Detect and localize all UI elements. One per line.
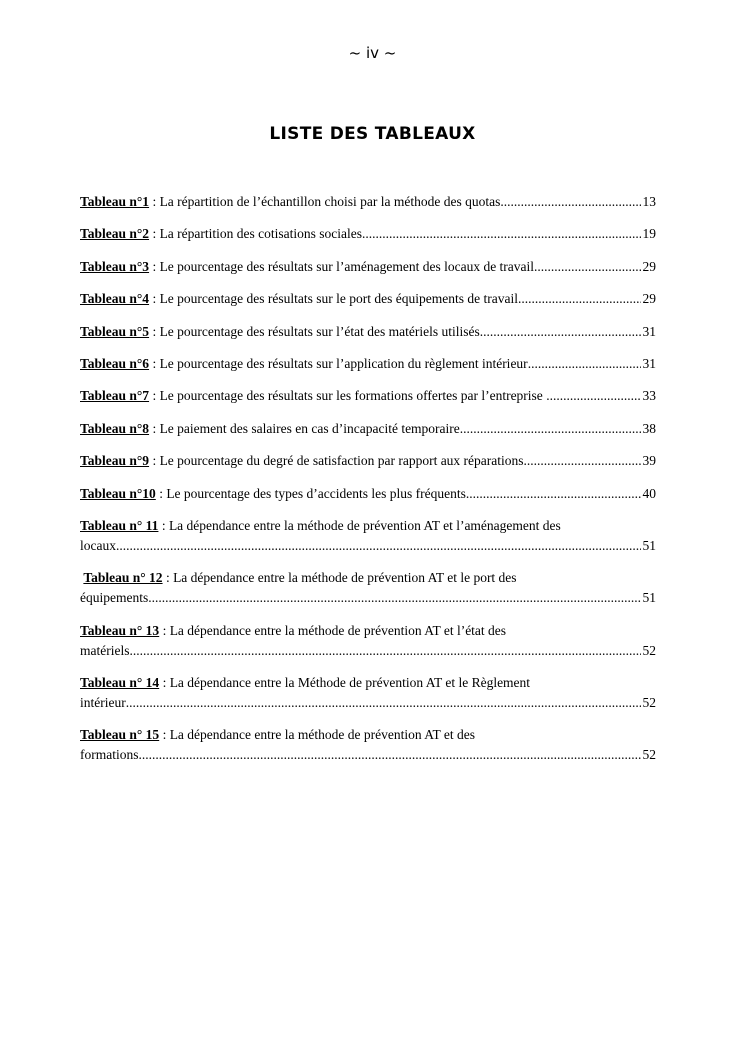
dot-leader [524,451,641,471]
table-label: Tableau n° 14 [80,675,160,691]
table-description: : Le pourcentage des résultats sur l’état des matériels utilisés [149,323,480,339]
page-title: LISTE DES TABLEAUX [269,124,476,144]
list-item [80,725,656,765]
page-ref: 33 [642,388,656,404]
dot-leader [460,419,641,439]
table-description: : Le paiement des salaires en cas d’incapacité temporaire [149,420,460,436]
page-number: ~ iv ~ [348,44,397,62]
table-description-continued: intérieur [80,695,126,711]
page-ref: 19 [642,226,656,242]
list-item [80,192,656,212]
table-description: : Le pourcentage des résultats sur l’aménagement des locaux de travail [149,258,535,274]
table-label: Tableau n°7 [80,388,150,404]
list-item [80,257,656,277]
list-item [80,224,656,244]
dot-leader [518,289,641,309]
page-ref: 52 [642,695,656,711]
table-label: Tableau n°10 [80,485,156,501]
table-label: Tableau n°2 [80,226,150,242]
dot-leader [546,386,640,406]
dot-leader [148,588,640,608]
table-list [80,192,656,778]
table-description: : Le pourcentage des résultats sur l’application du règlement intérieur [149,355,528,371]
list-item [80,289,656,309]
dot-leader [466,484,641,504]
table-label: Tableau n°5 [80,323,150,339]
list-item [80,621,656,661]
dot-leader [362,224,640,244]
table-description: : La dépendance entre la méthode de prévention AT et des [159,727,475,743]
table-description: : Le pourcentage des résultats sur les formations offertes par l’entreprise [149,388,547,404]
page-ref: 29 [642,258,656,274]
dot-leader [534,257,640,277]
list-item [80,568,656,608]
table-label: Tableau n°8 [80,420,150,436]
page-ref: 38 [642,420,656,436]
table-label: Tableau n°1 [80,194,150,209]
list-item [80,419,656,439]
page-ref: 52 [642,642,656,658]
table-label: Tableau n°9 [80,453,150,469]
list-item [80,322,656,342]
table-description: : La dépendance entre la méthode de prévention AT et l’aménagement des [158,517,561,533]
dot-leader [480,322,641,342]
page-ref: 29 [642,291,656,307]
dot-leader [500,192,640,212]
page-ref: 51 [642,590,656,606]
list-item [80,673,656,713]
page-ref: 52 [642,747,656,763]
table-description: : La répartition de l’échantillon choisi par la méthode des quotas [149,194,501,209]
list-item [80,386,656,406]
table-label: Tableau n° 13 [80,622,160,638]
list-item [80,484,656,504]
dot-leader [528,354,641,374]
table-description: : Le pourcentage des types d’accidents les plus fréquents [155,485,466,501]
table-description: : La dépendance entre la Méthode de prévention AT et le Règlement [159,675,531,691]
table-label: Tableau n°3 [80,258,150,274]
table-description: : Le pourcentage des résultats sur le port des équipements de travail [149,291,518,307]
table-description-continued: équipements [80,590,149,606]
table-label: Tableau n°6 [80,355,150,371]
page-ref: 13 [642,194,656,209]
list-item [80,451,656,471]
table-label: Tableau n° 12 [83,570,163,586]
page-ref: 40 [642,485,656,501]
table-label: Tableau n° 11 [80,517,159,533]
dot-leader [126,693,641,713]
list-item [80,354,656,374]
page-ref: 39 [642,453,656,469]
table-description-continued: formations [80,747,139,763]
table-description: : Le pourcentage du degré de satisfaction par rapport aux réparations [149,453,524,469]
table-description-continued: matériels [80,642,130,658]
table-description: : La répartition des cotisations sociales [149,226,363,242]
dot-leader [116,536,641,556]
table-description: : La dépendance entre la méthode de prévention AT et l’état des [159,622,507,638]
table-description-continued: locaux [80,537,116,553]
page-ref: 51 [642,537,656,553]
dot-leader [129,641,640,661]
dot-leader [139,745,641,765]
table-description: : La dépendance entre la méthode de prévention AT et le port des [162,570,517,586]
table-label: Tableau n°4 [80,291,150,307]
list-item [80,516,656,556]
table-label: Tableau n° 15 [80,727,160,743]
page-ref: 31 [642,323,656,339]
page-ref: 31 [642,355,656,371]
